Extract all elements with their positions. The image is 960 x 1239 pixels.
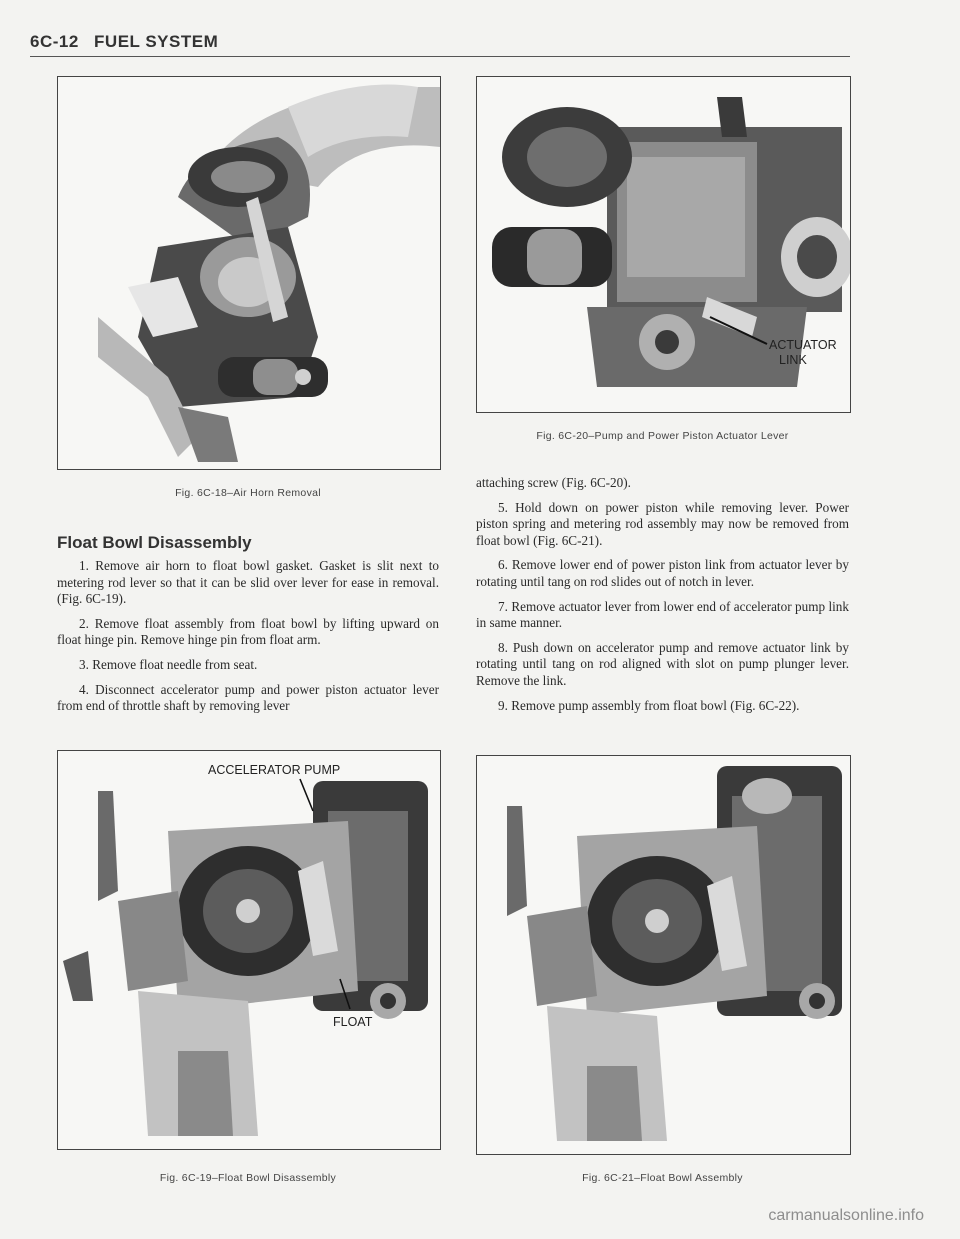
step-7: 7. Remove actuator lever from lower end of accelerator pump link in same manner. [476,598,849,631]
accelerator-pump-label: ACCELERATOR PUMP [208,763,341,777]
figure-float-bowl-assembly [476,755,851,1155]
figure-caption: Fig. 6C-19–Float Bowl Disassembly [159,1172,337,1184]
left-column-text [57,558,439,723]
step-9: 9. Remove pump assembly from float bowl (Fig. 6C-22). [498,697,800,713]
step-1: 1. Remove air horn to float bowl gasket. Gasket is slit next to metering rod lever so that it can be slid over lever for ease in removal. (Fig. 6C-19). [57,558,439,607]
float-bowl-disassembly-photo [58,751,440,1149]
actuator-label-line1: ACTUATOR [769,338,837,352]
step-2: 2. Remove float assembly from float bowl by lifting upward on float hinge pin. Remove hinge pin from float arm. [57,615,439,648]
step-5: 5. Hold down on power piston while removing lever. Power piston spring and metering rod assembly may now be removed from float bowl (Fig. 6C-21). [476,499,849,548]
actuator-photo [477,77,850,412]
figure-pump-power-piston [476,76,851,413]
float-bowl-assembly-photo [477,756,850,1154]
right-column-text [476,475,849,722]
step-4-continued: attaching screw (Fig. 6C-20). [476,475,631,490]
page-header [30,32,218,52]
actuator-label-line2: LINK [779,353,807,367]
step-4: 4. Disconnect accelerator pump and power piston actuator lever from end of throttle shaft by removing lever [57,681,439,714]
figure-caption: Fig. 6C-21–Float Bowl Assembly [582,1172,743,1184]
section-number: 6C-12 [30,32,79,51]
figure-caption: Fig. 6C-18–Air Horn Removal [175,487,321,499]
float-label: FLOAT [333,1015,373,1029]
step-3: 3. Remove float needle from seat. [79,656,258,672]
section-title-header: FUEL SYSTEM [94,32,219,51]
header-rule [30,56,850,57]
air-horn-photo [58,77,440,469]
step-6: 6. Remove lower end of power piston link from actuator lever by rotating until tang on rod slides out of notch in lever. [476,557,849,589]
step-8: 8. Push down on accelerator pump and remove actuator link by rotating until tang on rod aligned with slot on pump plunger lever. Remove the link. [476,639,849,688]
watermark: carmanualsonline.info [768,1207,924,1224]
section-heading: Float Bowl Disassembly [57,533,252,552]
figure-caption: Fig. 6C-20–Pump and Power Piston Actuator Lever [536,430,789,442]
figure-air-horn-removal [57,76,441,470]
figure-float-bowl-disassembly [57,750,441,1150]
